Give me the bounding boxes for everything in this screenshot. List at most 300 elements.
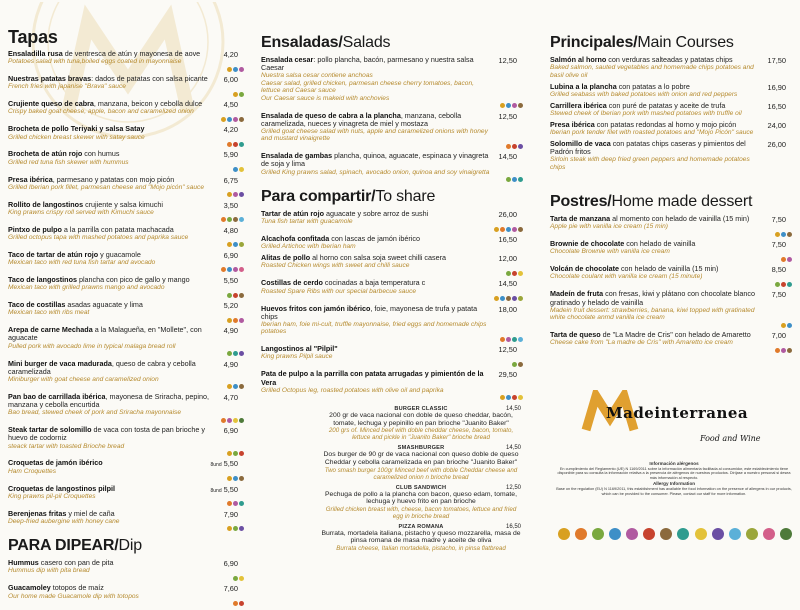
burger-price: 14,50 [505,406,521,413]
burger-item [321,524,521,552]
item-price-value: 4,80 [223,225,238,235]
menu-item [8,276,244,298]
item-name [8,559,244,567]
allergen-icon [775,282,780,287]
item-desc-es: al momento con helado de vainilla (15 min) [610,214,750,224]
item-name-es: Ensalada de queso de cabra a la plancha [261,110,401,120]
item-price [768,56,787,65]
item-price [499,235,518,244]
item-price [224,276,238,285]
item-name-es: Steak tartar de solomillo [8,425,92,435]
allergen-icon [227,384,232,389]
menu-item [550,331,792,353]
allergen-icon [781,323,786,328]
item-name-es: Pan bao de carrillada ibérica [8,391,106,401]
item-name-en: Roasted Chicken wings with sweet and chilli sauce [261,262,410,270]
menu-item [261,279,523,301]
menu-item [8,150,244,172]
menu-item [550,215,792,237]
item-desc-es: , queso de cabra y cebolla caramelizada [8,358,196,376]
item-price-value: 3,50 [223,200,238,210]
item-name [8,226,244,234]
item-price-value: 5,50 [223,484,238,494]
item-desc-es: con verduras salteadas y patatas chips [606,55,733,64]
share-title: Para compartir/To share [261,188,436,206]
item-name-es: Presa ibérica [550,119,595,129]
allergen-icon [233,167,238,172]
item-name [8,125,244,133]
allergen-icon [239,576,244,581]
menu-item [8,125,244,147]
allergen-legend-icon [592,528,604,540]
share-list [261,210,523,400]
item-price [224,176,238,185]
item-name-es: Brownie de chocolate [550,239,625,249]
menu-item [550,240,792,262]
allergen-icon [233,501,238,506]
allergen-legend-icon [643,528,655,540]
menu-item [261,112,523,149]
allergen-icon [518,144,523,149]
item-desc-es: : dados de patatas con salsa picante [91,74,208,84]
item-price [224,50,238,59]
item-name-en: King prawns crispy roll served with Kimuchi sauce [8,208,154,216]
allergen-icons [261,271,523,276]
item-price-value: 6,90 [223,559,238,569]
allergen-icon [512,271,517,276]
menu-item [8,510,244,532]
menu-item [261,254,523,276]
item-desc-es: de ventresca de atún y mayonesa de aove [62,49,201,58]
item-price [499,305,518,314]
item-name-es: Mini burger de vaca madurada [8,358,112,368]
allergen-icon [518,227,523,232]
burger-desc-es: Pechuga de pollo a la plancha con bacon, queso edam, tomate, lechuga y huevo frito en pan brioche [325,490,517,506]
item-desc-es: con patatas chips caseras y pimientos del Padrón fritos [550,138,746,157]
item-price [499,279,518,288]
allergen-icons [8,167,244,172]
allergen-legend-icon [677,528,689,540]
item-desc-es: con helado de vainilla (15 min) [618,264,719,274]
item-price-value: 12,50 [498,345,517,355]
allergen-icon [221,217,226,222]
item-price-value: 12,50 [498,111,517,121]
allergen-icon [500,395,505,400]
item-desc-es: , foie, mayonesa de trufa y patata chips [261,303,478,321]
allergen-icons [550,257,792,262]
item-price [224,251,238,260]
menu-item [8,326,244,356]
allergen-icon [227,267,232,272]
allergen-icon [787,348,792,353]
allergen-icon [239,267,244,272]
item-desc-es: aguacate y sobre arroz de sushi [323,209,429,219]
tapas-list [8,50,244,531]
allergen-icon [775,232,780,237]
logo-brand: Madeinterranea [606,404,749,422]
item-name-es: Pintxo de pulpo [8,224,62,234]
burger-desc-es: Burrata, mortadela italiana, pistacho y queso mozzarella, masa de pinsa romana de masa madre y aceite de oliva [321,529,521,545]
item-desc-es: plancha con pico de gallo y mango [76,274,190,284]
item-desc-es: con patatas redondas al horno y mojo picón [594,119,737,129]
item-price [224,559,238,568]
allergen-icons [261,395,523,400]
allergen-icon [233,526,238,531]
allergen-icon [518,362,523,367]
item-name-en: Madein fruit dessert: strawberries, banana, kiwi topped with gratinated white chocolate anmd vanilla ice cream [550,306,755,322]
allergen-icons [550,282,792,287]
item-desc-es: al horno con salsa soja sweet chilli casera [310,253,446,263]
allergen-icon [227,501,232,506]
item-name-en: Grilled King prawns salad, spinach, avocado onion, quinoa and soy vinaigretta [261,168,490,176]
allergen-icon [227,318,232,323]
item-name-es: Guacamoley [8,583,51,593]
item-name-es: Salmón al horno [550,55,607,64]
item-price-value: 4,70 [223,392,238,402]
allergen-icon [518,395,523,400]
item-price-value: 5,20 [223,301,238,311]
item-name [550,215,792,223]
item-name-es: Croquetas de langostinos pilpil [8,483,116,493]
allergen-icon [233,192,238,197]
item-price [224,201,238,210]
allergen-icons [8,418,244,423]
allergen-icon [494,227,499,232]
allergen-icon [506,395,511,400]
allergen-icon [500,337,505,342]
item-name-en: Sirloin steak with deep fried green peppers and homemade potatoes chips [550,156,750,171]
allergen-legend-icon [729,528,741,540]
item-price-value: 18,00 [498,304,517,314]
allergen-legend-icon [626,528,638,540]
item-name-en: Grilled Artichoc with Iberian ham [261,243,356,251]
item-name [8,426,244,442]
item-name-en: Pulled pork with avocado lime in typical malaga bread roll [8,342,176,350]
item-price [210,459,238,468]
item-name-es: Tartar de atún rojo [261,209,324,219]
item-price-value: 7,60 [223,584,238,594]
allergen-icon [233,293,238,298]
allergen-icon [781,257,786,262]
allergen-icon [233,601,238,606]
allergen-icon [221,267,226,272]
item-name-es: Crujiente queso de cabra [8,99,94,109]
allergen-icons [8,192,244,197]
item-name-es: Lubina a la plancha [550,81,617,91]
item-name [8,485,244,493]
allergen-icons [8,217,244,222]
allergen-icon [512,395,517,400]
allergen-icon [233,142,238,147]
item-name [550,140,792,156]
allergen-icon [239,242,244,247]
item-name [8,326,244,342]
item-name [8,150,244,158]
allergen-icon [518,103,523,108]
allergen-icon [227,451,232,456]
item-price-value: 29,50 [498,370,517,380]
item-name-en: Chocolate Brownie with vanilla ice cream [550,248,670,256]
principales-title: Principales/Main Courses [550,34,734,51]
allergen-icon [239,167,244,172]
menu-item [8,226,244,248]
item-name-en: Grilled Octopus leg, roasted potatoes with olive oil and paprika [261,386,444,394]
item-desc-es: crujiente y salsa kimuchi [83,199,163,209]
allergen-legend-icon [763,528,775,540]
menu-item [8,485,244,507]
menu-item [8,426,244,456]
item-name-es: Nuestras patatas bravas [8,74,92,84]
allergen-icons [8,67,244,72]
allergen-icons [8,242,244,247]
menu-item [8,176,244,198]
item-desc-es: totopos de maíz [50,583,104,593]
item-price [768,140,787,149]
item-name-en: Grilled octopus tapa with mashed potatoes and paprika sauce [8,233,189,241]
allergen-icon [500,227,505,232]
item-name-en: Deep-fried aubergine with honey cane [8,517,120,525]
item-price [768,102,787,111]
item-price-value: 5,90 [223,150,238,160]
menu-item [8,393,244,423]
allergen-icon [518,296,523,301]
dip-list [8,559,244,606]
menu-item [550,265,792,287]
menu-item [8,584,244,606]
allergen-icon [500,296,505,301]
item-name-en: Miniburger with goat cheese and caramelized onion [8,375,159,383]
item-name-en: Caesar salad, grilled chicken, parmesan cheese cherry tomatoes, bacon, lettuce and Caesar sauce [261,79,474,95]
burger-item [321,485,521,520]
item-name [550,102,792,110]
allergen-icon [518,337,523,342]
item-price-value: 16,50 [767,101,786,111]
allergen-icon [239,142,244,147]
item-desc-es: asadas aguacate y lima [65,300,143,310]
item-price [224,100,238,109]
item-desc-es: casero con pan de pita [38,558,114,568]
column-left [8,28,244,610]
item-price-value: 5,50 [223,459,238,469]
burger-desc-en: Burrata cheese, Italian mortadella, pistacho, in pinsa flatbread [336,544,506,552]
allergen-icon [500,103,505,108]
burger-price: 16,50 [505,523,521,530]
item-name-en: Mexican taco with grilled prawns mango and avocado [8,284,165,292]
item-desc-es: y miel de caña [66,508,115,518]
allergy-info-text: Base on the regulation (EU) N 1169/2011, this establishment has available the food information on the presence of allergens in our products, which can be provided to the consumer. Please, contact our staff for more information. [556,486,792,496]
item-price [499,56,518,65]
item-name-en: Crispy baked goat cheese, apple, bacon and caramelized onion [8,108,194,116]
item-name-es: Huevos fritos con jamón ibérico [261,303,371,313]
allergen-icon [233,318,238,323]
allergen-icon [512,177,517,182]
allergen-icon [506,103,511,108]
allergy-info-title: Allergy Information [652,481,696,487]
burger-list [261,406,523,552]
item-name-en: Bao bread, stewed cheek of pork and Sriracha mayonnaise [8,409,182,417]
menu-item [8,50,244,72]
item-price [224,360,238,369]
item-price-value: 16,50 [498,235,517,245]
item-name-es: Ensalada cesar [261,55,314,64]
allergen-icon [233,451,238,456]
allergen-icon [506,144,511,149]
allergen-icon [506,296,511,301]
tapas-title: Tapas [8,27,58,47]
allergen-icon [233,384,238,389]
item-price [772,240,786,249]
item-desc-es: con puré de patatas y aceite de trufa [606,100,726,110]
item-desc-es: cocinadas a baja temperatura c [322,278,426,288]
item-name-en: Our home made Guacamole dip with totopos [8,592,139,600]
allergen-icon [233,476,238,481]
menu-item [261,370,523,400]
item-name-en: Mexican taco with red tuna fish tartar and avocado [8,259,156,267]
item-price-value: 7,50 [771,240,786,250]
allergen-icons [8,318,244,323]
item-price [210,485,238,494]
item-name [261,370,523,386]
allergen-icon [239,351,244,356]
allergen-icon [233,351,238,356]
menu-item [8,360,244,390]
item-name-es: Langostinos al "Pilpil" [261,344,338,354]
column-middle [261,34,523,556]
allergen-icon [227,351,232,356]
item-desc-es: con patatas a lo pobre [616,81,690,91]
item-name-es: Brocheta de atún rojo [8,149,83,159]
item-price [224,326,238,335]
allergen-icon [227,117,232,122]
item-name-es: Croquetas de jamón ibérico [8,458,103,468]
item-name-es: Berenjenas fritas [8,508,67,518]
item-price-value: 6,75 [223,175,238,185]
allergen-legend-icon [695,528,707,540]
allergen-icon [787,232,792,237]
item-price [224,301,238,310]
item-name-en: King prawns Pilpil sauce [261,353,333,361]
item-name [550,265,792,273]
allergen-icon [239,192,244,197]
item-name-es: Madeín de fruta [550,289,604,299]
item-desc-es: con lascas de jamón ibérico [329,234,420,244]
item-price-value: 4,50 [223,100,238,110]
burger-desc-en: Two smash burger 100gr Minced beef with doble Cheddar cheese and caramelized onion n brioche bread [324,466,518,481]
item-name-en: Potatoes salad with tuna,boiled eggs coated in mayonnaise [8,58,182,66]
item-note-en: Our Caesar sauce is makeid with anchovies [261,94,390,102]
allergen-icons [8,117,244,122]
allergen-legend-icon [609,528,621,540]
allergen-icon [518,271,523,276]
allergen-icon [227,142,232,147]
item-price-value: 7,90 [223,509,238,519]
item-name-en: Grilled red tuna fish skewer with hummus [8,158,129,166]
allergen-icons [550,232,792,237]
logo-tagline: Food and Wine [700,434,761,443]
item-price-value: 6,00 [223,75,238,85]
item-price-value: 8,50 [771,265,786,275]
item-name [8,100,244,108]
allergen-icon [239,601,244,606]
menu-item [261,152,523,182]
allergen-icons [8,92,244,97]
item-name-es: Costillas de cerdo [261,278,323,288]
item-price [499,210,518,219]
item-name-en: Iberian pork tender filet with roasted potatoes and "Mojo Picón" sauce [550,128,754,136]
item-name-es: Rollito de langostinos [8,199,84,209]
item-desc-es: , mayonesa de Sriracha, pepino, manzana y cebolla encurtida [8,391,209,410]
item-name-es: Taco de tartar de atún rojo [8,249,99,259]
item-name-en: Stewed cheek of Iberian pork with mashed potatoes with truffle oil [550,109,742,117]
allergen-icon [781,232,786,237]
item-name-en: Grilled goat cheese salad with nuts, apple and caramelized onions with honey and mustard vinaigrette [261,127,488,143]
allergen-icons [261,227,523,232]
item-name-en: Hummus dip with pita bread [8,567,90,575]
item-price [499,345,518,354]
allergen-icon [227,192,232,197]
item-name [8,201,244,209]
item-name [261,235,523,243]
item-name-es: Presa ibérica [8,174,53,184]
item-name [8,251,244,259]
item-price-value: 17,50 [767,56,786,65]
allergen-info-text: En cumplimiento del Reglamento (UE) N 1169/2011 sobre la información alimentaria facilitada al consumidor, este establecimiento tiene disponible para su consulta la información relativa a la presencia de alérgenos de nuestros productos. Diríjase a nuestro personal si desea más información al respecto. [557,466,791,480]
item-price [224,125,238,134]
item-price [224,510,238,519]
allergen-icon [233,576,238,581]
allergen-icons [8,384,244,389]
postres-title: Postres/Home made dessert [550,193,753,211]
item-price-value: 24,00 [767,120,786,130]
item-price-value: 6,90 [223,250,238,260]
allergen-icon [227,217,232,222]
item-name-es: Ensalada de gambas [261,151,333,161]
item-price [224,393,238,402]
allergen-icon [787,323,792,328]
item-price [224,226,238,235]
item-price [224,150,238,159]
item-name-es: Taco de costillas [8,300,66,310]
item-price-value: 14,50 [498,152,517,162]
item-name-es: Tarta de queso [550,330,601,340]
allergen-icon [227,293,232,298]
menu-item [550,83,792,99]
allergen-legend-icon [746,528,758,540]
item-price-value: 12,00 [498,254,517,264]
item-desc-es: a la parrilla con patata machacada [61,224,174,234]
principales-list [550,56,792,171]
allergen-icon [239,418,244,423]
allergen-icons [8,576,244,581]
allergen-icon [233,242,238,247]
item-name-es: Volcán de chocolate [550,264,619,274]
burger-price: 14,50 [505,445,521,452]
allergen-icon [233,92,238,97]
allergen-icons [8,501,244,506]
item-name [8,393,244,409]
allergen-icon [787,257,792,262]
allergen-legend-icon [558,528,570,540]
item-desc-es: plancha, quinoa, aguacate, espinaca y vinagreta de soja y lima [261,151,489,169]
item-price [499,152,518,161]
item-name [550,56,792,64]
item-price [224,75,238,84]
menu-item [550,102,792,118]
menu-item [550,290,792,327]
item-price-value: 14,50 [498,279,517,289]
allergen-icons [8,451,244,456]
allergen-icons [8,267,244,272]
